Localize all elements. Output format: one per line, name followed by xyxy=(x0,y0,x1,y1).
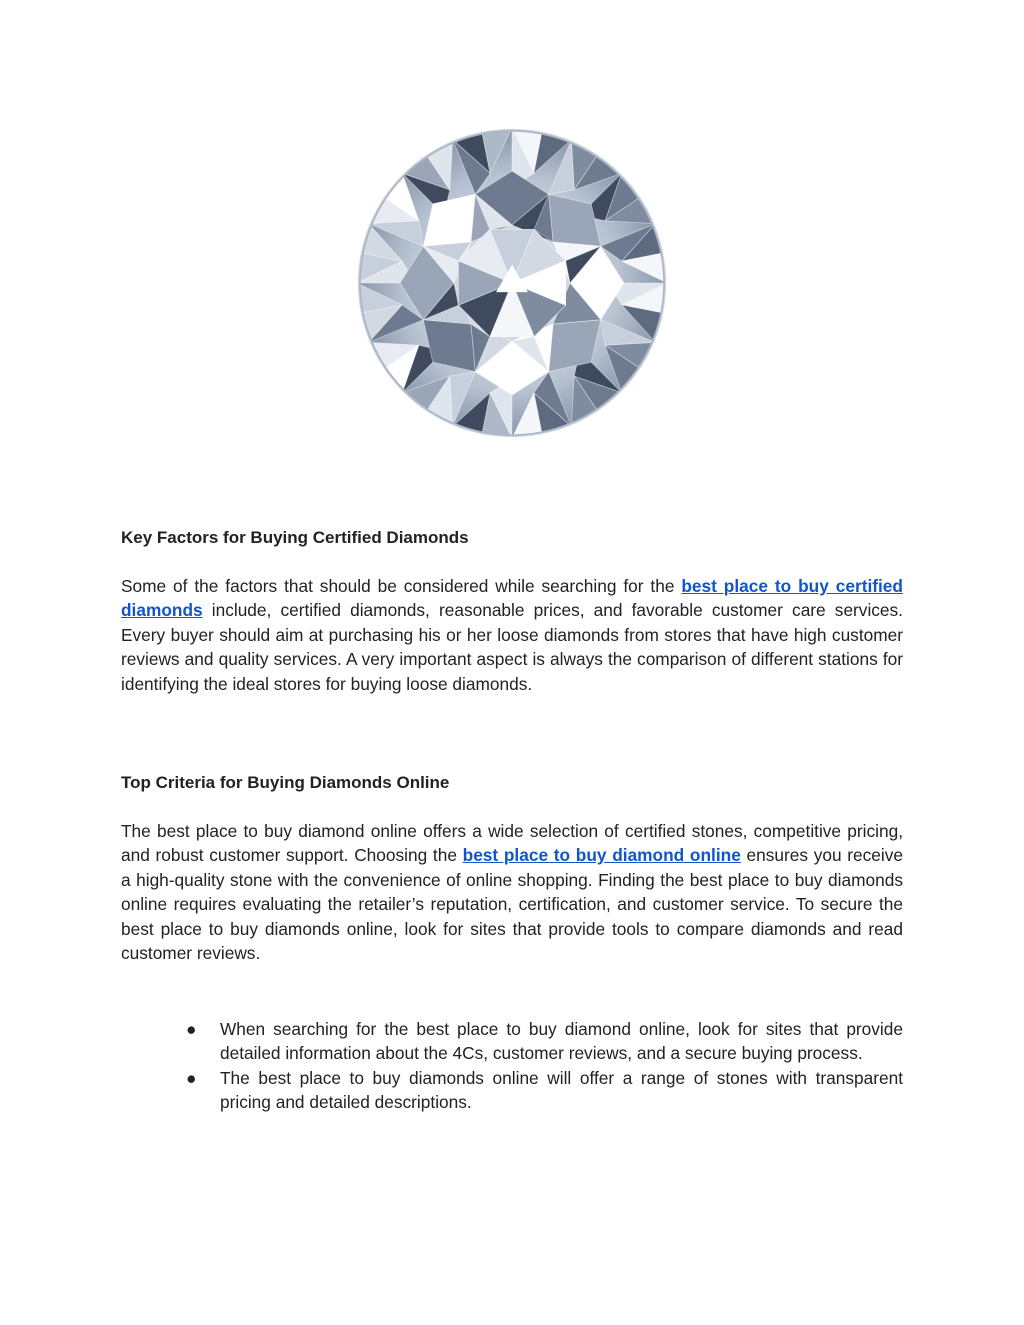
section-heading: Key Factors for Buying Certified Diamonds xyxy=(121,528,469,547)
section-heading: Top Criteria for Buying Diamonds Online xyxy=(121,773,450,792)
paragraph-text: include, certified diamonds, reasonable prices, and favorable customer care services. Every buyer should aim at purchasing his or her loose diamonds from stores that have high customer reviews and quality services. A very important aspect is always the comparison of different stations for identifying the ideal stores for buying loose diamonds. xyxy=(121,600,903,694)
paragraph-text: The best place to buy diamond online offers a wide selection of certified stones, competitive pricing, and robust customer support. Choosing the xyxy=(121,821,903,866)
list-item-text: The best place to buy diamonds online will offer a range of stones with transparent pricing and detailed descriptions. xyxy=(220,1067,903,1113)
paragraph-text: ensures you receive a high-quality stone with the convenience of online shopping. Finding the best place to buy diamonds online requires evaluating the retailer’s reputation, certification, and customer service. To secure the best place to buy diamonds online, look for sites that provide tools to compare diamonds and read customer reviews. xyxy=(121,845,903,964)
list-item xyxy=(186,1017,903,1066)
section-key-factors xyxy=(121,526,903,696)
bullet-icon: ● xyxy=(186,1067,197,1088)
section-top-criteria xyxy=(121,771,903,965)
section-paragraph xyxy=(121,819,903,965)
diamond-online-link[interactable]: best place to buy diamond online xyxy=(462,845,741,866)
list-item-text: When searching for the best place to buy diamond online, look for sites that provide detailed information about the 4Cs, customer reviews, and a secure buying process. xyxy=(220,1019,903,1064)
certified-diamonds-link[interactable]: best place to buy certified diamonds xyxy=(121,576,903,621)
section-paragraph xyxy=(121,574,903,696)
bullet-list xyxy=(186,1017,903,1115)
bullet-icon: ● xyxy=(186,1019,197,1039)
diamond-image xyxy=(357,127,667,439)
list-item xyxy=(186,1066,903,1115)
paragraph-text: Some of the factors that should be considered while searching for the xyxy=(121,576,682,596)
